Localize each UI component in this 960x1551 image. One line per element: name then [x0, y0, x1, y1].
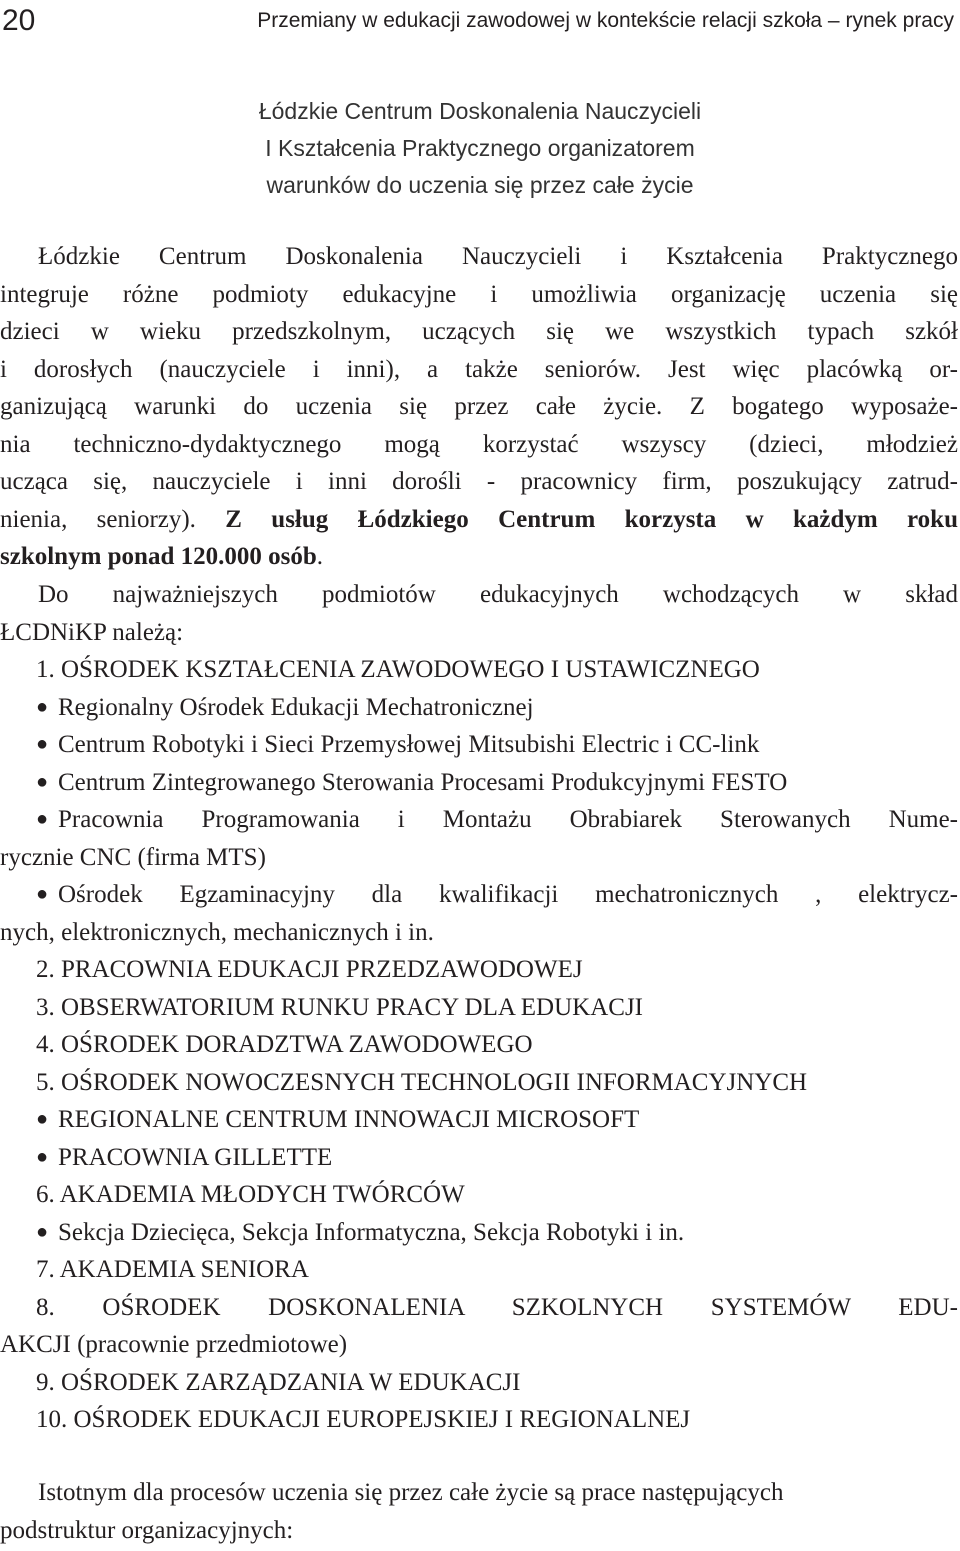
bullet-icon: ●	[36, 733, 49, 755]
page-number: 20	[2, 4, 36, 37]
bullet-icon: ●	[36, 770, 49, 793]
text-line: nia techniczno-dydaktycznego mogą korzystać wszyscy (dzieci, młodzież	[0, 430, 958, 458]
bullet-item-continuation: rycznie CNC (firma MTS)	[0, 843, 266, 871]
bullet-item: ● Centrum Zintegrowanego Sterowania Procesami Produkcyjnymi FESTO	[0, 764, 958, 802]
text-line: i dorosłych (nauczyciele i inni), a także seniorów. Jest więc placówką or-	[0, 355, 958, 383]
bullet-item: ● Regionalny Ośrodek Edukacji Mechatronicznej	[0, 689, 958, 727]
text-line: podstruktur organizacyjnych:	[0, 1516, 294, 1544]
text-segment: nienia, seniorzy).	[0, 505, 226, 533]
bullet-item: ● Pracownia Programowania i Montażu Obrabiarek Sterowanych Nume-	[0, 801, 958, 839]
paragraph-closing	[0, 1474, 958, 1549]
section-title	[0, 93, 960, 204]
bullet-item-continuation: nych, elektronicznych, mechanicznych i in.	[0, 918, 434, 946]
text-line: ŁCDNiKP należą:	[0, 618, 184, 646]
text-line: ucząca się, nauczyciele i inni dorośli - pracownicy firm, poszukujący zatrud-	[0, 468, 958, 495]
list-item: 10. OŚRODEK EDUKACJI EUROPEJSKIEJ I REGIONALNEJ	[36, 1406, 691, 1433]
bullet-item: ● Centrum Robotyki i Sieci Przemysłowej Mitsubishi Electric i CC-link	[0, 726, 958, 764]
text-line: Do najważniejszych podmiotów edukacyjnych wchodzących w skład	[38, 581, 958, 608]
units-list	[0, 651, 958, 1439]
bullet-icon: ●	[36, 1145, 49, 1168]
text-line: dzieci w wieku przedszkolnym, uczących się we wszystkich typach szkół	[0, 318, 958, 345]
section-title-line-1: Łódzkie Centrum Doskonalenia Nauczycieli	[258, 98, 702, 124]
list-item: 2. PRACOWNIA EDUKACJI PRZEDZAWODOWEJ	[36, 956, 583, 983]
list-item: 7. AKADEMIA SENIORA	[36, 1256, 309, 1283]
list-item: 4. OŚRODEK DORADZTWA ZAWODOWEGO	[36, 1031, 533, 1058]
running-title: Przemiany w edukacji zawodowej w kontekście relacji szkoła – rynek pracy	[257, 9, 954, 32]
bullet-icon: ●	[36, 808, 49, 830]
section-title-line-2: I Kształcenia Praktycznego organizatorem	[265, 135, 695, 161]
bold-statement: szkolnym ponad 120.000 osób	[0, 543, 317, 570]
section-title-line-3: warunków do uczenia się przez całe życie	[266, 172, 694, 198]
list-item: 9. OŚRODEK ZARZĄDZANIA W EDUKACJI	[36, 1368, 521, 1396]
bullet-icon: ●	[36, 1220, 49, 1243]
text-line: integruje różne podmioty edukacyjne i umożliwia organizację uczenia się	[0, 280, 958, 308]
bullet-item: ● REGIONALNE CENTRUM INNOWACJI MICROSOFT	[0, 1101, 958, 1139]
text-line: Istotnym dla procesów uczenia się przez całe życie są prace następujących	[38, 1479, 784, 1506]
list-item: 1. OŚRODEK KSZTAŁCENIA ZAWODOWEGO I USTAWICZNEGO	[36, 656, 760, 683]
list-item-continuation: AKCJI (pracownie przedmiotowe)	[0, 1331, 348, 1358]
paragraph-units-intro	[0, 576, 958, 651]
bullet-icon: ●	[36, 1108, 49, 1130]
bullet-item: ● Sekcja Dziecięca, Sekcja Informatyczna, Sekcja Robotyki i in.	[0, 1214, 958, 1252]
list-item: 6. AKADEMIA MŁODYCH TWÓRCÓW	[36, 1181, 465, 1208]
bullet-icon: ●	[36, 695, 49, 718]
bold-statement: Z usług Łódzkiego Centrum korzysta w każdym roku	[225, 505, 958, 533]
list-item: 5. OŚRODEK NOWOCZESNYCH TECHNOLOGII INFORMACYJNYCH	[36, 1068, 808, 1096]
bullet-item: ● Ośrodek Egzaminacyjny dla kwalifikacji mechatronicznych , elektrycz-	[0, 876, 958, 914]
text-line: ganizującą warunki do uczenia się przez całe życie. Z bogatego wyposaże-	[0, 393, 958, 420]
text-segment: .	[316, 543, 323, 570]
text-line: Łódzkie Centrum Doskonalenia Nauczycieli i Kształcenia Praktycznego	[38, 243, 958, 270]
list-item: 8. OŚRODEK DOSKONALENIA SZKOLNYCH SYSTEMÓW EDU-	[36, 1293, 958, 1321]
text-line	[0, 538, 958, 576]
page-header	[0, 0, 960, 48]
bullet-icon: ●	[36, 883, 49, 905]
bullet-item: ● PRACOWNIA GILLETTE	[0, 1139, 958, 1177]
list-item: 3. OBSERWATORIUM RUNKU PRACY DLA EDUKACJI	[36, 993, 644, 1021]
paragraph-intro	[0, 238, 958, 576]
text-line	[0, 501, 958, 539]
